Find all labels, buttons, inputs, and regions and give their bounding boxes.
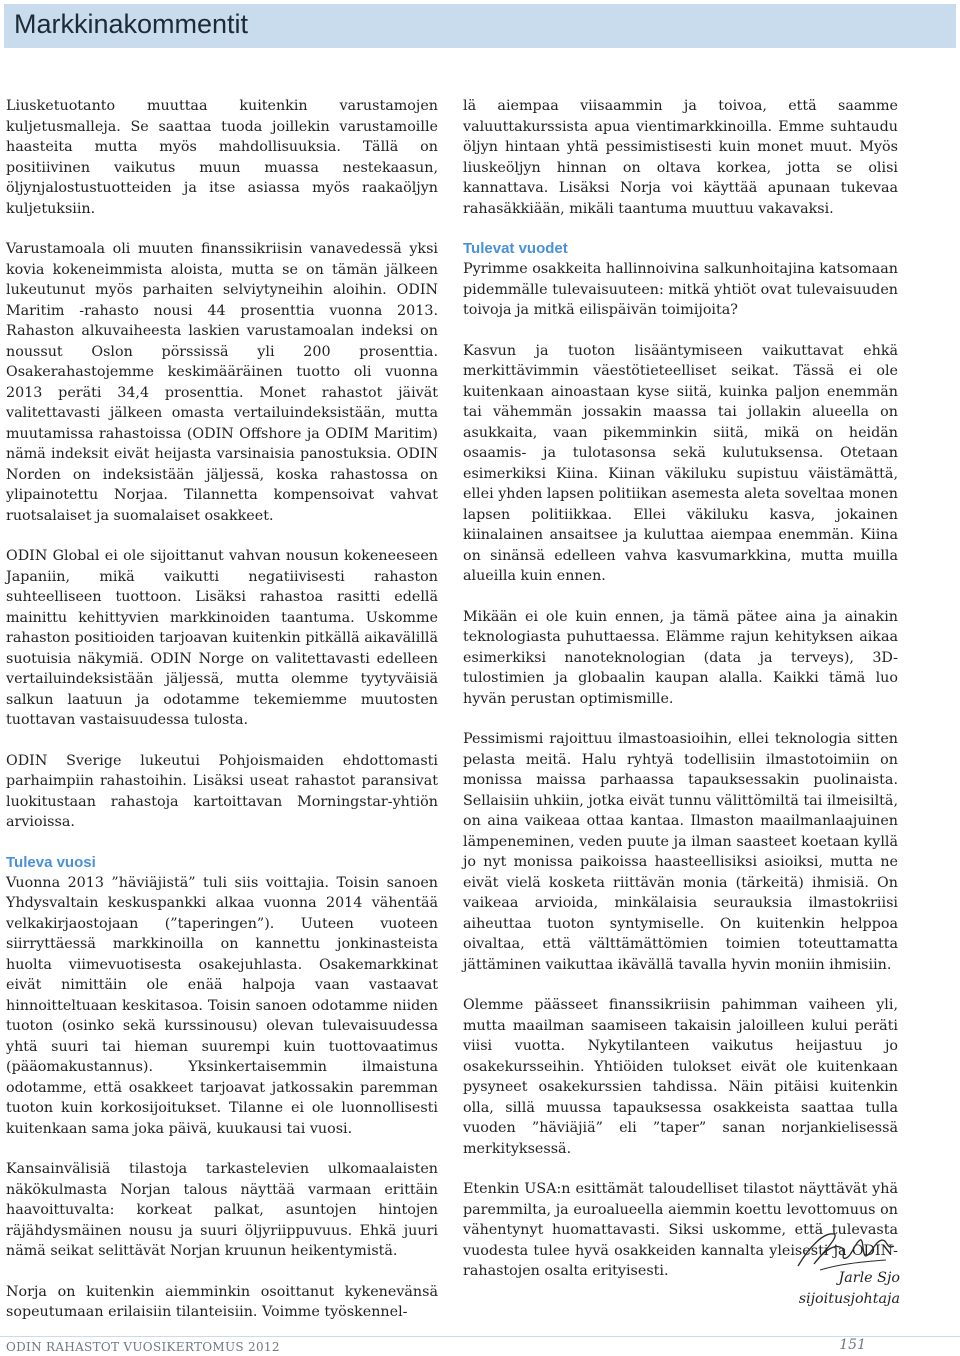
- paragraph: Pessimismi rajoittuu ilmastoasioihin, ellei teknologia sitten pelasta meitä. Halu ryhtyä todellisiin ilmastotoimiin on monissa maissa parhaassa tapauksessakin puolinaista. Sellaisiin uhkiin, jotka eivät tunnu välittömiltä tai ilmeisiltä, on aina vaikeaa ottaa kantaa. Ilmaston maailmanlaajuinen lämpeneminen, veden puute ja ilman saasteet koetaan kyllä jo nyt monissa paikoissa haasteellisiksi asioiksi, mutta ne eivät vielä kosketa riittävän monia (tärkeitä) ihmisiä. On vaikeaa arvioida, minkälaisia seurauksia ilmastokriisi aiheuttaa tuoton syntymiselle. On kuitenkin helppoa oivaltaa, että välttämättömien toimien toteuttamatta jättäminen vaikuttaa ikävällä tavalla hyvin moniin ihmisiin.: [463, 731, 898, 973]
- paragraph: Mikään ei ole kuin ennen, ja tämä pätee aina ja ainakin teknologiasta puhuttaessa. Elämme rajun kehityksen aikaa esimerkiksi nanoteknologian (data ja terveys), 3D-tulostimien ja globaalin kaupan alalla. Kaikki tämä luo hyvän perustan optimismille.: [463, 608, 898, 707]
- footer-publication: ODIN RAHASTOT VUOSIKERTOMUS 2012: [6, 1340, 280, 1354]
- paragraph: Norja on kuitenkin aiemminkin osoittanut kykenevänsä sopeutumaan erilaisiin tilanteisiin. Voimme työskennel-: [6, 1283, 438, 1320]
- signature-block: [770, 1226, 900, 1316]
- paragraph: Kasvun ja tuoton lisääntymiseen vaikuttavat ehkä merkittävimmin väestötieteelliset seikat. Tässä ei ole kuitenkaan ainoastaan kyse siitä, kuinka paljon enemmän tai vähemmän jossakin maassa tai jollakin alueella on asukkaita, vaan pikemminkin siitä, mikä on heidän osaamis- ja tulotasonsa sekä kulutuksensa. Otetaan esimerkiksi Kiina. Kiinan väkiluku supistuu väistämättä, ellei yhden lapsen politiikan asemesta aleta soveltaa monen lapsen politiikkaa. Ellei väkiluku kasva, jokainen kiinalainen ansaitsee ja kuluttaa aiempaa enemmän. Kiina on sinänsä edelleen vahva kasvumarkkina, mutta muilla alueilla kuin ennen.: [463, 342, 898, 584]
- page-title: Markkinakommentit: [14, 9, 249, 39]
- signer-title: sijoitusjohtaja: [798, 1291, 900, 1307]
- left-column: [6, 96, 438, 1343]
- section-heading-tulevat-vuodet: Tulevat vuodet: [463, 240, 568, 257]
- handwritten-signature-icon: [790, 1226, 900, 1274]
- footer-divider: [0, 1336, 960, 1337]
- signature-text: [799, 1268, 900, 1310]
- signer-name: Jarle Sjo: [838, 1270, 900, 1286]
- paragraph: lä aiempaa viisaammin ja toivoa, että saamme valuuttakurssista apua vientimarkkinoilla. Emme suhtaudu öljyn hintaan yhtä pessimistisesti kuin monet muut. Myös liuskeöljyn hinnan on oltava korkea, jotta se olisi kannattava. Lisäksi Norja voi käyttää apunaan tukevaa rahasäkkiään, mikäli taantuma muuttuu vakavaksi.: [463, 98, 898, 217]
- paragraph: Olemme päässeet finanssikriisin pahimman vaiheen yli, mutta maailman saamiseen takaisin jaloilleen kului peräti viisi vuotta. Nykytilanteen vaikutus heijastuu jo osakekursseihin. Yhtiöiden tulokset eivät ole kuitenkaan pysyneet osakekurssien tahdissa. Näin pitäisi kuitenkin olla, sillä muussa tapauksessa osakkeista saattaa tulla vuoden ”häviäjiä” eli ”taper” sanan norjankielisessä merkityksessä.: [463, 997, 898, 1157]
- paragraph: ODIN Global ei ole sijoittanut vahvan nousun kokeneeseen Japaniin, mikä vaikutti negatiivisesti rahaston suhteelliseen tuottoon. Lisäksi rahastoa rasitti edellä mainittu kehittyvien markkinoiden taantuma. Uskomme rahaston positioiden tarjoavan kuitenkin pitkällä aikavälillä suotuisia näkymiä. ODIN Norge on valitettavasti edelleen vertailuindeksistään jäljessä, mutta olemme tyytyväisiä salkun laatuun ja odotamme tekemiemme muutosten tuottavan vastaisuudessa tulosta.: [6, 548, 438, 728]
- paragraph: Liusketuotanto muuttaa kuitenkin varustamojen kuljetusmalleja. Se saattaa tuoda joillekin varustamoille haasteita mutta myös mahdollisuuksia. Tällä on positiivinen vaikutus muun muassa nestekaasun, öljynjalostustuotteiden ja itse asiassa myös raakaöljyn kuljetuksiin.: [6, 98, 438, 217]
- page-header: [4, 4, 956, 48]
- paragraph: Etenkin USA:n esittämät taloudelliset tilastot näyttävät yhä paremmilta, ja euroalueella aiemmin koettu levottomuus on vähentynyt huomattavasti. Siksi uskomme, että tulevasta vuodesta tulee hyvä osakkeiden kannalta yleisesti ja ODIN-rahastojen osalta erityisesti.: [463, 1181, 898, 1279]
- paragraph: Pyrimme osakkeita hallinnoivina salkunhoitajina katsomaan pidemmälle tulevaisuuteen: mitkä yhtiöt ovat tulevaisuuden toivoja ja mitkä eilispäivän toimijoita?: [463, 261, 898, 318]
- paragraph: Varustamoala oli muuten finanssikriisin vanavedessä yksi kovia kokeneimmista aloista, mutta se on tämän jälkeen lukeutunut myös parhaiten selviytyneihin aloihin. ODIN Maritim -rahasto nousi 44 prosenttia vuonna 2013. Rahaston alkuvaiheesta laskien varustamoalan indeksi on noussut Oslon pörssissä yli 200 prosenttia. Osakerahastojemme keskimääräinen tuotto oli vuonna 2013 peräti 34,4 prosenttia. Monet rahastot jäivät valitettavasti jälkeen omasta vertailuindeksistään, mutta muutamissa rahastoissa (ODIN Offshore ja ODIM Maritim) nämä indeksit eivät heijasta varsinaisia panostuksia. ODIN Norden on indeksistään jäljessä, koska rahastossa on ylipainotettu Norjaa. Tilannetta kompensoivat vahvat ruotsalaiset ja suomalaiset osakkeet.: [6, 241, 438, 524]
- paragraph: Kansainvälisiä tilastoja tarkastelevien ulkomaalaisten näkökulmasta Norjan talous näyttää varmaan erittäin haavoittuvalta: korkeat palkat, asuntojen hintojen räjähdysmäinen nousu ja suuri öljyriippuvuus. Ehkä juuri nämä seikat selittävät Norjan kruunun heikentymistä.: [6, 1161, 438, 1259]
- section-heading-tuleva-vuosi: Tuleva vuosi: [6, 853, 96, 871]
- paragraph: ODIN Sverige lukeutui Pohjoismaiden ehdottomasti parhaimpiin rahastoihin. Lisäksi useat rahastot paransivat luokitustaan rahastoja kartoittavan Morningstar-yhtiön arvioissa.: [6, 752, 438, 830]
- page-number: 151: [839, 1337, 866, 1353]
- right-column: [463, 96, 898, 1302]
- paragraph: Vuonna 2013 ”häviäjistä” tuli siis voittajia. Toisin sanoen Yhdysvaltain keskuspankki alkaa vuonna 2014 vähentää velkakirjaostojaan (”taperingen”). Uuteen vuoteen siirryttäessä markkinoilla on kannettu jonkinasteista huolta viimevuotisesta osakejuhlasta. Osakemarkkinat eivät nimittäin ole enää halpoja vaan vastaavat hinnoitteltuaan keskitasoa. Toisin sanoen odotamme niiden tuoton (osinko sekä kurssinousu) olevan tulevaisuudessa yhtä suuri tai hieman suurempi kuin tuottovaatimus (pääomakustannus). Yksinkertaisemmin ilmaistuna odotamme, että osakkeet tarjoavat jatkossakin paremman tuoton kuin korkosijoitukset. Tilanne ei ole luonnollisesti kuitenkaan sama joka päivä, kuukausi tai vuosi.: [6, 874, 438, 1137]
